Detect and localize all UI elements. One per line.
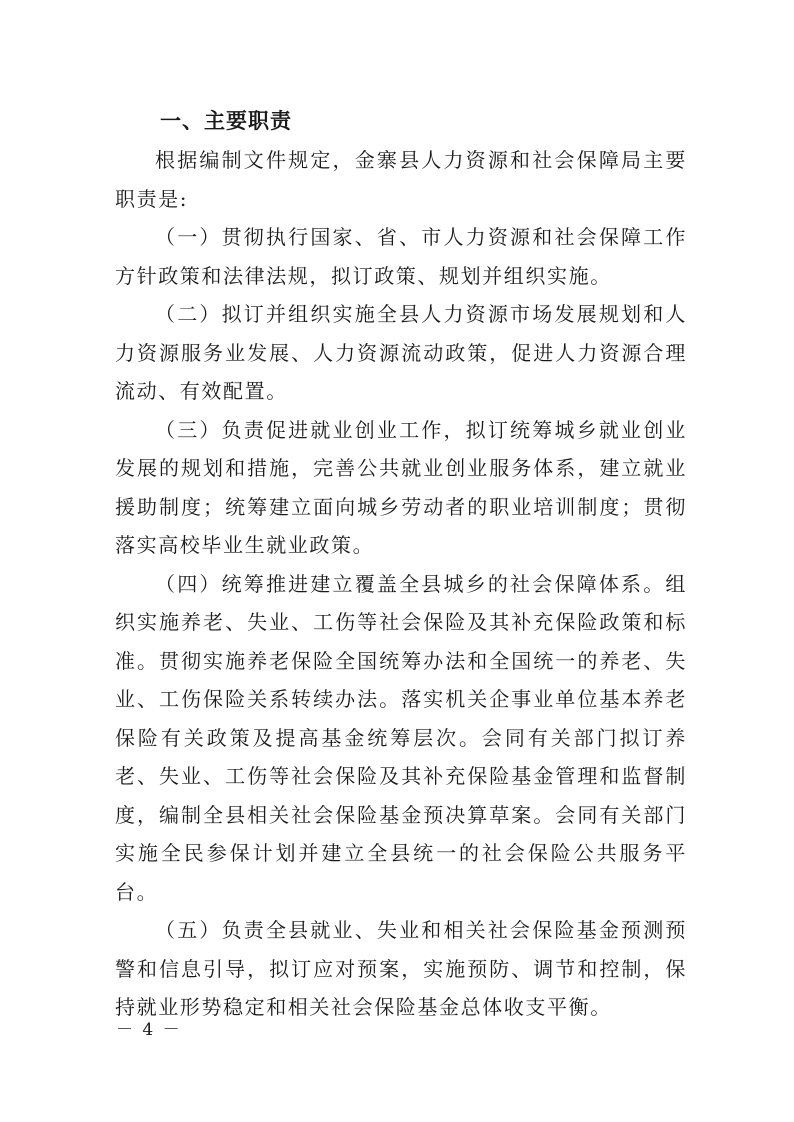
paragraph-duty-3: （三）负责促进就业创业工作，拟订统筹城乡就业创业发展的规划和措施，完善公共就业创业服务体系，建立就业援助制度；统筹建立面向城乡劳动者的职业培训制度；贯彻落实高校毕业生就业政策。 xyxy=(115,417,687,557)
paragraph-intro: 根据编制文件规定，金寨县人力资源和社会保障局主要职责是: xyxy=(115,148,687,211)
paragraph-duty-1: （一）贯彻执行国家、省、市人力资源和社会保障工作方针政策和法律法规，拟订政策、规划并组织实施。 xyxy=(115,225,687,288)
section-heading: 一、主要职责 xyxy=(160,109,292,133)
body-text xyxy=(115,141,687,1027)
paragraph-duty-5: （五）负责全县就业、失业和相关社会保险基金预测预警和信息引导，拟订应对预案，实施预防、调节和控制，保持就业形势稳定和相关社会保险基金总体收支平衡。 xyxy=(115,918,687,1019)
page-number: － 4 － xyxy=(116,1020,182,1040)
paragraph-duty-2: （二）拟订并组织实施全县人力资源市场发展规划和人力资源服务业发展、人力资源流动政策，促进人力资源合理流动、有效配置。 xyxy=(115,302,687,403)
paragraph-duty-4: （四）统筹推进建立覆盖全县城乡的社会保障体系。组织实施养老、失业、工伤等社会保险及其补充保险政策和标准。贯彻实施养老保险全国统筹办法和全国统一的养老、失业、工伤保险关系转续办法。落实机关企事业单位基本养老保险有关政策及提高基金统筹层次。会同有关部门拟订养老、失业、工伤等社会保险及其补充保险基金管理和监督制度，编制全县相关社会保险基金预决算草案。会同有关部门实施全民参保计划并建立全县统一的社会保险公共服务平台。 xyxy=(115,571,687,904)
